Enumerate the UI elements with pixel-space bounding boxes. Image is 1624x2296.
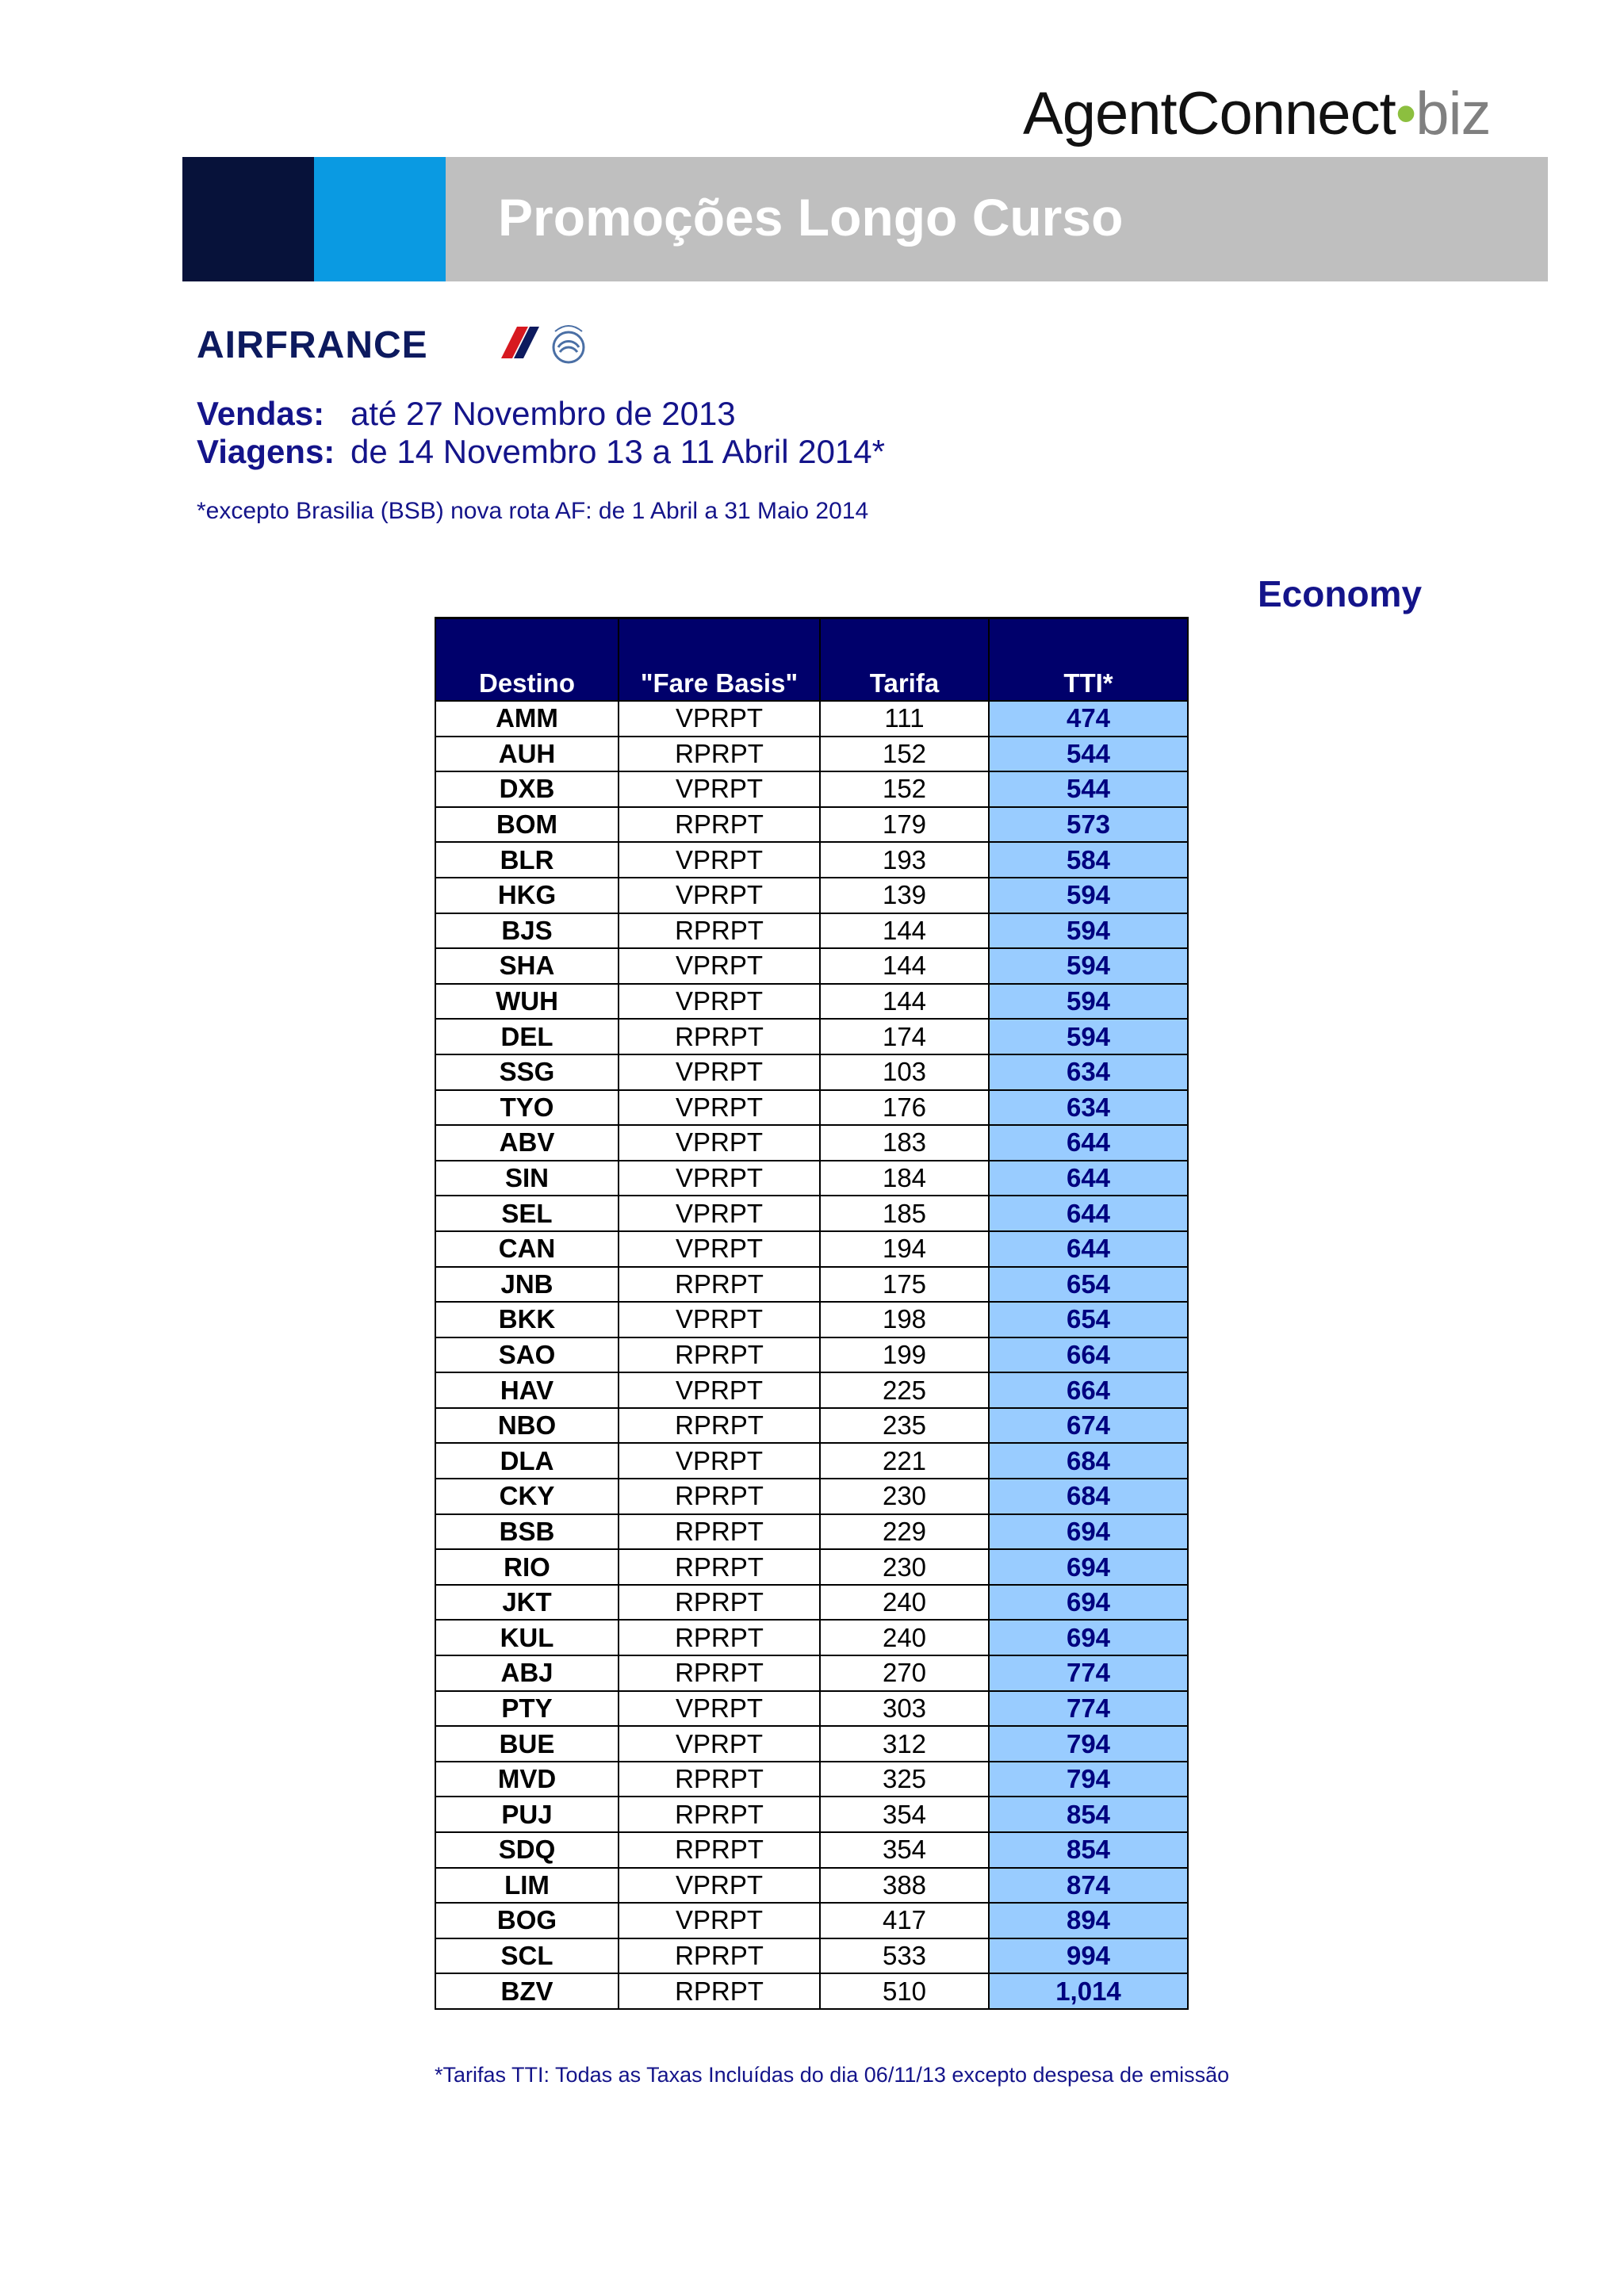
header-tti: TTI*	[989, 618, 1188, 702]
fare-cell: 179	[820, 807, 989, 843]
fare-cell: 225	[820, 1372, 989, 1408]
tti-cell: 694	[989, 1514, 1188, 1550]
fare-basis-cell: RPRPT	[619, 1337, 820, 1373]
fare-cell: 230	[820, 1479, 989, 1514]
fare-basis-cell: VPRPT	[619, 1726, 820, 1762]
fare-cell: 152	[820, 737, 989, 772]
destination-cell: JNB	[435, 1267, 619, 1303]
table-row	[435, 1372, 1188, 1408]
fare-basis-cell: VPRPT	[619, 1125, 820, 1161]
table-row	[435, 1090, 1188, 1126]
table-row	[435, 1691, 1188, 1727]
fare-basis-cell: VPRPT	[619, 1054, 820, 1090]
destination-cell: DEL	[435, 1019, 619, 1054]
tti-cell: 644	[989, 1125, 1188, 1161]
brand-suffix: biz	[1415, 80, 1491, 147]
fare-cell: 103	[820, 1054, 989, 1090]
destination-cell: SSG	[435, 1054, 619, 1090]
destination-cell: BLR	[435, 842, 619, 878]
fare-cell: 354	[820, 1797, 989, 1832]
fare-basis-cell: VPRPT	[619, 842, 820, 878]
table-row	[435, 1514, 1188, 1550]
fare-basis-cell: RPRPT	[619, 1973, 820, 2009]
destination-cell: AMM	[435, 701, 619, 737]
table-row	[435, 1302, 1188, 1337]
banner-blue-block	[314, 157, 446, 281]
fare-basis-cell: VPRPT	[619, 1231, 820, 1267]
tti-cell: 594	[989, 913, 1188, 949]
destination-cell: LIM	[435, 1868, 619, 1904]
destination-cell: DLA	[435, 1443, 619, 1479]
fare-basis-cell: RPRPT	[619, 913, 820, 949]
fare-cell: 184	[820, 1161, 989, 1196]
fare-basis-cell: RPRPT	[619, 1479, 820, 1514]
fare-basis-cell: VPRPT	[619, 1196, 820, 1231]
travel-period	[197, 433, 885, 471]
fares-table-body	[435, 701, 1188, 2009]
page-title: Promoções Longo Curso	[498, 188, 1124, 247]
destination-cell: BKK	[435, 1302, 619, 1337]
fare-cell: 325	[820, 1762, 989, 1797]
table-row	[435, 807, 1188, 843]
tti-cell: 594	[989, 948, 1188, 984]
table-row	[435, 1832, 1188, 1868]
fare-cell: 111	[820, 701, 989, 737]
tti-cell: 694	[989, 1585, 1188, 1621]
tti-cell: 664	[989, 1372, 1188, 1408]
agentconnect-logo	[1023, 79, 1490, 148]
destination-cell: BSB	[435, 1514, 619, 1550]
tti-cell: 573	[989, 807, 1188, 843]
destination-cell: PUJ	[435, 1797, 619, 1832]
tti-cell: 894	[989, 1903, 1188, 1938]
tti-cell: 654	[989, 1302, 1188, 1337]
table-row	[435, 1620, 1188, 1655]
table-row	[435, 1337, 1188, 1373]
table-row	[435, 1125, 1188, 1161]
fare-cell: 152	[820, 771, 989, 807]
tti-cell: 994	[989, 1938, 1188, 1974]
fare-cell: 303	[820, 1691, 989, 1727]
fare-cell: 174	[820, 1019, 989, 1054]
tti-cell: 774	[989, 1691, 1188, 1727]
cabin-class-heading: Economy	[1258, 573, 1423, 614]
tti-cell: 584	[989, 842, 1188, 878]
destination-cell: BZV	[435, 1973, 619, 2009]
header-tarifa: Tarifa	[820, 618, 989, 702]
destination-cell: TYO	[435, 1090, 619, 1126]
fare-cell: 194	[820, 1231, 989, 1267]
destination-cell: CAN	[435, 1231, 619, 1267]
table-row	[435, 1267, 1188, 1303]
destination-cell: SDQ	[435, 1832, 619, 1868]
fare-cell: 183	[820, 1125, 989, 1161]
destination-cell: SAO	[435, 1337, 619, 1373]
fare-basis-cell: VPRPT	[619, 771, 820, 807]
fares-table	[435, 617, 1189, 2010]
tti-cell: 664	[989, 1337, 1188, 1373]
tti-cell: 634	[989, 1054, 1188, 1090]
tti-cell: 1,014	[989, 1973, 1188, 2009]
fare-basis-cell: RPRPT	[619, 1514, 820, 1550]
tti-cell: 644	[989, 1161, 1188, 1196]
table-row	[435, 1585, 1188, 1621]
fare-basis-cell: VPRPT	[619, 878, 820, 913]
table-row	[435, 1797, 1188, 1832]
fare-basis-cell: VPRPT	[619, 984, 820, 1020]
tti-cell: 644	[989, 1196, 1188, 1231]
fare-cell: 533	[820, 1938, 989, 1974]
table-row	[435, 1549, 1188, 1585]
tti-cell: 794	[989, 1762, 1188, 1797]
tti-cell: 854	[989, 1797, 1188, 1832]
table-row	[435, 1231, 1188, 1267]
destination-cell: HAV	[435, 1372, 619, 1408]
fare-cell: 354	[820, 1832, 989, 1868]
fare-basis-cell: RPRPT	[619, 1549, 820, 1585]
fare-cell: 312	[820, 1726, 989, 1762]
destination-cell: WUH	[435, 984, 619, 1020]
table-row	[435, 1479, 1188, 1514]
fare-basis-cell: VPRPT	[619, 1302, 820, 1337]
table-row	[435, 878, 1188, 913]
destination-cell: JKT	[435, 1585, 619, 1621]
fare-basis-cell: RPRPT	[619, 1620, 820, 1655]
fare-cell: 198	[820, 1302, 989, 1337]
table-row	[435, 948, 1188, 984]
fare-basis-cell: RPRPT	[619, 1655, 820, 1691]
tti-footnote: *Tarifas TTI: Todas as Taxas Incluídas do dia 06/11/13 excepto despesa de emissão	[435, 2063, 1230, 2087]
tti-cell: 684	[989, 1443, 1188, 1479]
brand-dot: •	[1395, 80, 1416, 147]
fare-basis-cell: VPRPT	[619, 701, 820, 737]
tti-cell: 544	[989, 771, 1188, 807]
fare-cell: 510	[820, 1973, 989, 2009]
fare-cell: 235	[820, 1408, 989, 1444]
tti-cell: 774	[989, 1655, 1188, 1691]
destination-cell: SEL	[435, 1196, 619, 1231]
table-row	[435, 1762, 1188, 1797]
fare-basis-cell: VPRPT	[619, 1868, 820, 1904]
tti-cell: 854	[989, 1832, 1188, 1868]
destination-cell: MVD	[435, 1762, 619, 1797]
table-row	[435, 1903, 1188, 1938]
fare-basis-cell: VPRPT	[619, 948, 820, 984]
fare-cell: 193	[820, 842, 989, 878]
air-france-logo	[197, 323, 428, 371]
fare-basis-cell: RPRPT	[619, 807, 820, 843]
destination-cell: BJS	[435, 913, 619, 949]
table-row	[435, 1726, 1188, 1762]
travel-label: Viagens:	[197, 433, 335, 470]
table-row	[435, 1868, 1188, 1904]
tti-cell: 594	[989, 984, 1188, 1020]
destination-cell: BOG	[435, 1903, 619, 1938]
destination-cell: ABJ	[435, 1655, 619, 1691]
header-banner	[182, 157, 1548, 281]
destination-cell: BOM	[435, 807, 619, 843]
fare-cell: 176	[820, 1090, 989, 1126]
fare-cell: 229	[820, 1514, 989, 1550]
fare-cell: 240	[820, 1620, 989, 1655]
fare-cell: 144	[820, 913, 989, 949]
destination-cell: SHA	[435, 948, 619, 984]
table-row	[435, 1443, 1188, 1479]
table-header-row	[435, 618, 1188, 702]
fare-cell: 240	[820, 1585, 989, 1621]
header-destino: Destino	[435, 618, 619, 702]
air-france-stripe-icon	[501, 327, 549, 363]
fare-basis-cell: RPRPT	[619, 1585, 820, 1621]
fare-basis-cell: VPRPT	[619, 1903, 820, 1938]
fare-cell: 139	[820, 878, 989, 913]
destination-cell: NBO	[435, 1408, 619, 1444]
destination-cell: ABV	[435, 1125, 619, 1161]
table-row	[435, 737, 1188, 772]
fare-basis-cell: RPRPT	[619, 1408, 820, 1444]
destination-cell: AUH	[435, 737, 619, 772]
sales-value: até 27 Novembro de 2013	[350, 395, 736, 432]
tti-cell: 644	[989, 1231, 1188, 1267]
tti-cell: 694	[989, 1620, 1188, 1655]
fare-basis-cell: VPRPT	[619, 1691, 820, 1727]
destination-cell: BUE	[435, 1726, 619, 1762]
fare-basis-cell: VPRPT	[619, 1443, 820, 1479]
fare-cell: 185	[820, 1196, 989, 1231]
table-row	[435, 1196, 1188, 1231]
air-france-logo-text: AIRFRANCE	[197, 324, 428, 366]
fare-cell: 175	[820, 1267, 989, 1303]
destination-cell: HKG	[435, 878, 619, 913]
fare-basis-cell: RPRPT	[619, 1832, 820, 1868]
table-row	[435, 1938, 1188, 1974]
destination-cell: CKY	[435, 1479, 619, 1514]
table-row	[435, 842, 1188, 878]
skyteam-icon	[547, 320, 590, 368]
validity-dates	[197, 395, 885, 471]
tti-cell: 874	[989, 1868, 1188, 1904]
table-row	[435, 701, 1188, 737]
fare-cell: 144	[820, 984, 989, 1020]
table-row	[435, 1973, 1188, 2009]
fare-cell: 199	[820, 1337, 989, 1373]
tti-cell: 674	[989, 1408, 1188, 1444]
fare-cell: 230	[820, 1549, 989, 1585]
fare-cell: 417	[820, 1903, 989, 1938]
destination-cell: PTY	[435, 1691, 619, 1727]
fare-cell: 144	[820, 948, 989, 984]
table-row	[435, 1019, 1188, 1054]
brand-name: AgentConnect	[1023, 80, 1396, 147]
tti-cell: 794	[989, 1726, 1188, 1762]
destination-cell: SIN	[435, 1161, 619, 1196]
travel-value: de 14 Novembro 13 a 11 Abril 2014*	[350, 433, 886, 470]
fare-basis-cell: RPRPT	[619, 1267, 820, 1303]
fare-cell: 270	[820, 1655, 989, 1691]
table-row	[435, 1655, 1188, 1691]
header-fare-basis: "Fare Basis"	[619, 618, 820, 702]
fare-basis-cell: RPRPT	[619, 737, 820, 772]
destination-cell: KUL	[435, 1620, 619, 1655]
tti-cell: 474	[989, 701, 1188, 737]
destination-cell: SCL	[435, 1938, 619, 1974]
tti-cell: 594	[989, 1019, 1188, 1054]
fare-basis-cell: VPRPT	[619, 1161, 820, 1196]
table-row	[435, 984, 1188, 1020]
destination-cell: RIO	[435, 1549, 619, 1585]
table-row	[435, 1408, 1188, 1444]
sales-period	[197, 395, 885, 433]
fare-basis-cell: RPRPT	[619, 1938, 820, 1974]
destination-cell: DXB	[435, 771, 619, 807]
sales-label: Vendas:	[197, 395, 325, 432]
fare-basis-cell: RPRPT	[619, 1762, 820, 1797]
tti-cell: 544	[989, 737, 1188, 772]
tti-cell: 594	[989, 878, 1188, 913]
tti-cell: 634	[989, 1090, 1188, 1126]
tti-cell: 694	[989, 1549, 1188, 1585]
table-row	[435, 1161, 1188, 1196]
tti-cell: 684	[989, 1479, 1188, 1514]
tti-cell: 654	[989, 1267, 1188, 1303]
fare-basis-cell: VPRPT	[619, 1372, 820, 1408]
table-row	[435, 771, 1188, 807]
fare-basis-cell: VPRPT	[619, 1090, 820, 1126]
fare-basis-cell: RPRPT	[619, 1019, 820, 1054]
banner-dark-block	[182, 157, 314, 281]
table-row	[435, 1054, 1188, 1090]
table-row	[435, 913, 1188, 949]
fare-cell: 388	[820, 1868, 989, 1904]
fare-basis-cell: RPRPT	[619, 1797, 820, 1832]
brasilia-note: *excepto Brasilia (BSB) nova rota AF: de 1 Abril a 31 Maio 2014	[197, 498, 869, 524]
fare-cell: 221	[820, 1443, 989, 1479]
